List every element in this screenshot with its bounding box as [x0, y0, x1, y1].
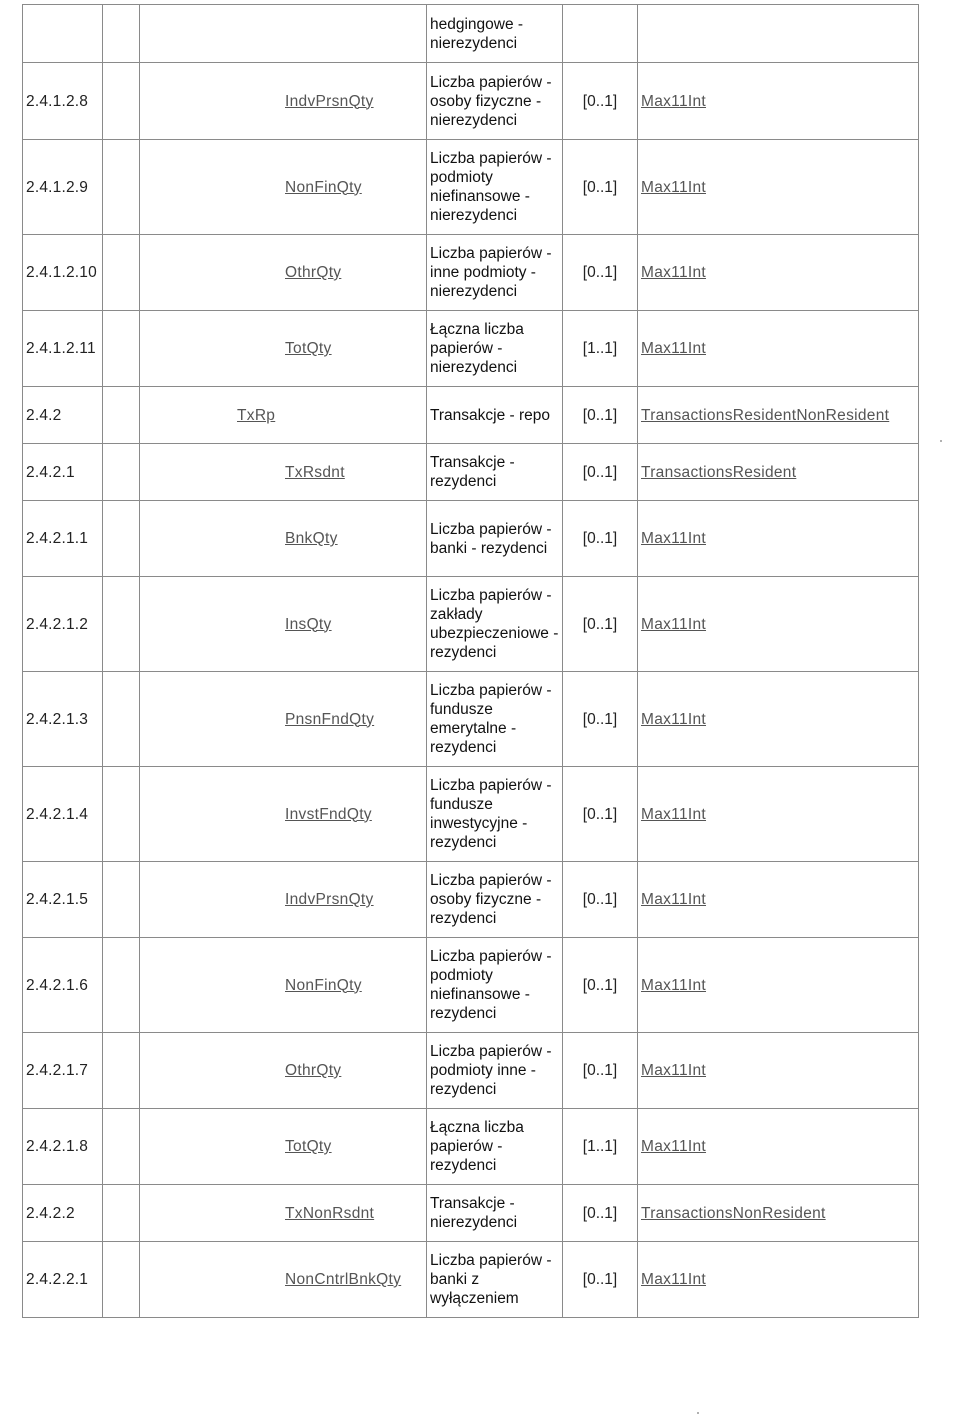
element-name: [140, 1242, 427, 1318]
element-description: Liczba papierów - podmioty niefinansowe - nierezydenci: [427, 140, 563, 235]
table-row: [23, 387, 919, 444]
type-cell: [638, 140, 919, 235]
multiplicity: [0..1]: [563, 672, 638, 767]
type-cell: [638, 767, 919, 862]
type-cell: [638, 444, 919, 501]
element-name-link[interactable]: InsQty: [285, 615, 332, 633]
element-name-link[interactable]: OthrQty: [285, 1062, 342, 1079]
type-link[interactable]: Max11Int: [641, 1062, 707, 1079]
element-number: 2.4.1.2.11: [23, 311, 103, 387]
element-name-link[interactable]: NonCntrlBnkQty: [285, 1271, 402, 1288]
element-name-link[interactable]: IndvPrsnQty: [285, 92, 374, 110]
indent-cell: [103, 862, 140, 938]
element-name: [140, 938, 427, 1033]
type-cell: [638, 862, 919, 938]
element-number: 2.4.2.2: [23, 1185, 103, 1242]
type-link[interactable]: Max11Int: [641, 178, 707, 196]
element-name: [140, 1185, 427, 1242]
element-name: [140, 577, 427, 672]
scan-speck: [697, 1412, 699, 1414]
element-name: [140, 235, 427, 311]
element-description: Transakcje - repo: [427, 387, 563, 444]
table-row: [23, 1185, 919, 1242]
multiplicity: [0..1]: [563, 444, 638, 501]
element-description: Transakcje - nierezydenci: [427, 1185, 563, 1242]
element-number: 2.4.1.2.10: [23, 235, 103, 311]
type-cell: [638, 577, 919, 672]
table-row: [23, 140, 919, 235]
element-number: 2.4.2.1.5: [23, 862, 103, 938]
element-number: [23, 5, 103, 63]
indent-cell: [103, 311, 140, 387]
type-link[interactable]: Max11Int: [641, 805, 707, 823]
element-name: [140, 63, 427, 140]
indent-cell: [103, 501, 140, 577]
element-name-link[interactable]: BnkQty: [285, 530, 338, 547]
element-name-link[interactable]: TxNonRsdnt: [285, 1204, 375, 1222]
element-number: 2.4.1.2.8: [23, 63, 103, 140]
element-number: 2.4.2.1.8: [23, 1109, 103, 1185]
type-cell: [638, 501, 919, 577]
type-link[interactable]: Max11Int: [641, 264, 707, 281]
multiplicity: [0..1]: [563, 1033, 638, 1109]
type-cell: [638, 1033, 919, 1109]
spec-table: [22, 4, 919, 1318]
multiplicity: [0..1]: [563, 140, 638, 235]
type-link[interactable]: TransactionsResident: [641, 463, 797, 481]
indent-cell: [103, 767, 140, 862]
type-cell: [638, 387, 919, 444]
type-link[interactable]: Max11Int: [641, 530, 707, 547]
element-description: Liczba papierów - osoby fizyczne - nierezydenci: [427, 63, 563, 140]
indent-cell: [103, 235, 140, 311]
element-name: [140, 5, 427, 63]
multiplicity: [0..1]: [563, 387, 638, 444]
element-description: Liczba papierów - fundusze inwestycyjne - rezydenci: [427, 767, 563, 862]
type-link[interactable]: Max11Int: [641, 710, 707, 728]
table-row: [23, 938, 919, 1033]
element-name: [140, 1033, 427, 1109]
element-name: [140, 767, 427, 862]
element-name: [140, 311, 427, 387]
type-link[interactable]: Max11Int: [641, 1138, 707, 1155]
element-name-link[interactable]: TotQty: [285, 340, 332, 357]
table-row: [23, 63, 919, 140]
indent-cell: [103, 444, 140, 501]
indent-cell: [103, 5, 140, 63]
element-number: 2.4.2.1.6: [23, 938, 103, 1033]
indent-cell: [103, 577, 140, 672]
type-cell: [638, 63, 919, 140]
element-description: hedgingowe - nierezydenci: [427, 5, 563, 63]
multiplicity: [0..1]: [563, 862, 638, 938]
indent-cell: [103, 1033, 140, 1109]
element-description: Liczba papierów - banki z wyłączeniem: [427, 1242, 563, 1318]
element-name-link[interactable]: TxRp: [237, 406, 276, 424]
element-number: 2.4.2.1.2: [23, 577, 103, 672]
multiplicity: [0..1]: [563, 235, 638, 311]
multiplicity: [0..1]: [563, 501, 638, 577]
element-name: [140, 444, 427, 501]
table-row: [23, 1033, 919, 1109]
element-number: 2.4.2.1: [23, 444, 103, 501]
type-link[interactable]: TransactionsResidentNonResident: [641, 406, 890, 424]
scan-speck: [940, 440, 942, 442]
type-cell: [638, 1242, 919, 1318]
table-row: [23, 444, 919, 501]
multiplicity: [563, 5, 638, 63]
indent-cell: [103, 938, 140, 1033]
element-number: 2.4.2.1.4: [23, 767, 103, 862]
element-description: Liczba papierów - inne podmioty - nierezydenci: [427, 235, 563, 311]
indent-cell: [103, 1185, 140, 1242]
element-name: [140, 501, 427, 577]
multiplicity: [0..1]: [563, 938, 638, 1033]
multiplicity: [0..1]: [563, 767, 638, 862]
multiplicity: [0..1]: [563, 1185, 638, 1242]
indent-cell: [103, 1109, 140, 1185]
element-name: [140, 387, 427, 444]
element-name-link[interactable]: TxRsdnt: [285, 463, 345, 481]
element-number: 2.4.2.1.3: [23, 672, 103, 767]
element-description: Liczba papierów - podmioty niefinansowe - rezydenci: [427, 938, 563, 1033]
element-description: Liczba papierów - osoby fizyczne - rezydenci: [427, 862, 563, 938]
element-name: [140, 140, 427, 235]
type-link[interactable]: TransactionsNonResident: [641, 1204, 826, 1222]
type-link[interactable]: Max11Int: [641, 1271, 707, 1288]
type-cell: [638, 1185, 919, 1242]
element-name-link[interactable]: NonFinQty: [285, 976, 362, 994]
indent-cell: [103, 387, 140, 444]
table-row: [23, 311, 919, 387]
table-row: [23, 501, 919, 577]
table-row: [23, 5, 919, 63]
element-number: 2.4.2.1.7: [23, 1033, 103, 1109]
table-row: [23, 767, 919, 862]
element-name-link[interactable]: InvstFndQty: [285, 805, 372, 823]
element-name: [140, 1109, 427, 1185]
type-link[interactable]: Max11Int: [641, 976, 707, 994]
element-description: Liczba papierów - zakłady ubezpieczeniowe - rezydenci: [427, 577, 563, 672]
type-cell: [638, 938, 919, 1033]
table-row: [23, 235, 919, 311]
element-name-link[interactable]: IndvPrsnQty: [285, 891, 374, 908]
element-description: Łączna liczba papierów - nierezydenci: [427, 311, 563, 387]
multiplicity: [0..1]: [563, 1242, 638, 1318]
table-row: [23, 577, 919, 672]
element-description: Liczba papierów - podmioty inne - rezydenci: [427, 1033, 563, 1109]
type-cell: [638, 5, 919, 63]
multiplicity: [1..1]: [563, 311, 638, 387]
type-cell: [638, 1109, 919, 1185]
type-cell: [638, 672, 919, 767]
type-link[interactable]: Max11Int: [641, 92, 707, 110]
table-row: [23, 862, 919, 938]
element-number: 2.4.2: [23, 387, 103, 444]
element-name-link[interactable]: OthrQty: [285, 264, 342, 281]
table-row: [23, 1109, 919, 1185]
element-description: Liczba papierów - fundusze emerytalne - rezydenci: [427, 672, 563, 767]
indent-cell: [103, 1242, 140, 1318]
table-row: [23, 1242, 919, 1318]
multiplicity: [1..1]: [563, 1109, 638, 1185]
type-link[interactable]: Max11Int: [641, 615, 707, 633]
element-name: [140, 862, 427, 938]
indent-cell: [103, 63, 140, 140]
multiplicity: [0..1]: [563, 63, 638, 140]
element-number: 2.4.1.2.9: [23, 140, 103, 235]
indent-cell: [103, 672, 140, 767]
element-number: 2.4.2.1.1: [23, 501, 103, 577]
multiplicity: [0..1]: [563, 577, 638, 672]
element-name-link[interactable]: PnsnFndQty: [285, 710, 375, 728]
element-name: [140, 672, 427, 767]
type-cell: [638, 311, 919, 387]
element-description: Łączna liczba papierów - rezydenci: [427, 1109, 563, 1185]
type-link[interactable]: Max11Int: [641, 891, 707, 908]
element-name-link[interactable]: TotQty: [285, 1138, 332, 1155]
element-description: Liczba papierów - banki - rezydenci: [427, 501, 563, 577]
indent-cell: [103, 140, 140, 235]
element-description: Transakcje - rezydenci: [427, 444, 563, 501]
element-name-link[interactable]: NonFinQty: [285, 178, 362, 196]
table-row: [23, 672, 919, 767]
element-number: 2.4.2.2.1: [23, 1242, 103, 1318]
type-cell: [638, 235, 919, 311]
spec-table-body: [23, 5, 919, 1318]
type-link[interactable]: Max11Int: [641, 340, 707, 357]
